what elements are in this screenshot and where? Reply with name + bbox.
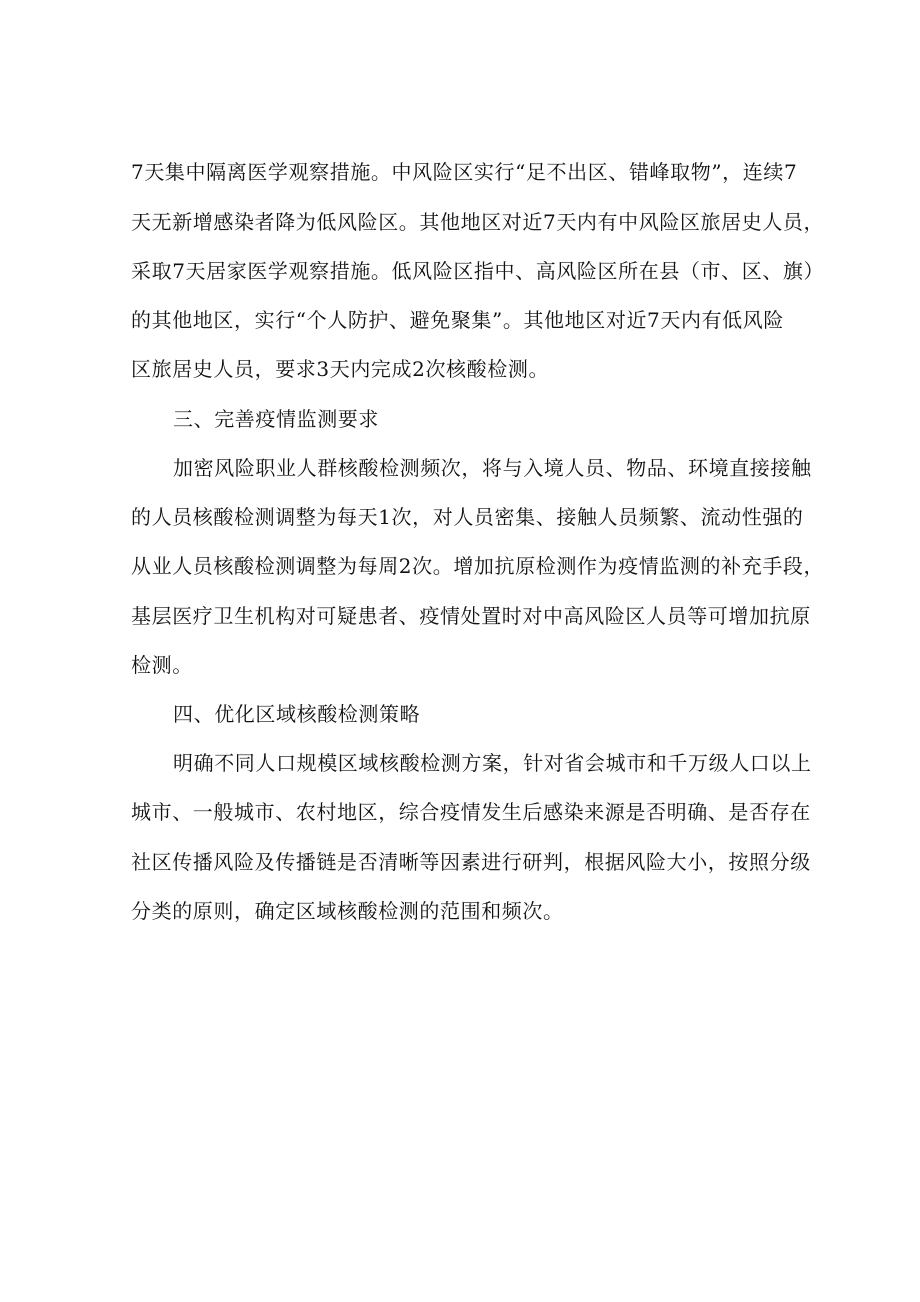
paragraph-1-line-1: 7天集中隔离医学观察措施。中风险区实行“足不出区、错峰取物”，连续7 <box>131 160 798 184</box>
paragraph-2-line-2: 的人员核酸检测调整为每天1次，对人员密集、接触人员频繁、流动性强的 <box>131 505 804 529</box>
paragraph-2-line-5: 检测。 <box>131 653 193 677</box>
paragraph-3-line-2: 城市、一般城市、农村地区，综合疫情发生后感染来源是否明确、是否存在 <box>131 800 811 824</box>
section-heading-3: 三、完善疫情监测要求 <box>173 407 379 431</box>
paragraph-1-line-3: 采取7天居家医学观察措施。低风险区指中、高风险区所在县（市、区、旗） <box>131 259 825 283</box>
paragraph-1-line-4: 的其他地区，实行“个人防护、避免聚集”。其他地区对近7天内有低风险 <box>131 308 784 332</box>
paragraph-3-line-3: 社区传播风险及传播链是否清晰等因素进行研判，根据风险大小，按照分级 <box>131 850 811 874</box>
section-heading-4: 四、优化区域核酸检测策略 <box>173 702 421 726</box>
paragraph-3-line-4: 分类的原则，确定区域核酸检测的范围和频次。 <box>131 899 564 923</box>
paragraph-2-line-3: 从业人员核酸检测调整为每周2次。增加抗原检测作为疫情监测的补充手段， <box>131 554 825 578</box>
paragraph-1-line-5: 区旅居史人员，要求3天内完成2次核酸检测。 <box>131 357 550 381</box>
paragraph-2-line-4: 基层医疗卫生机构对可疑患者、疫情处置时对中高风险区人员等可增加抗原 <box>131 604 811 628</box>
paragraph-3-line-1: 明确不同人口规模区域核酸检测方案，针对省会城市和千万级人口以上 <box>173 751 812 775</box>
paragraph-1-line-2: 天无新增感染者降为低风险区。其他地区对近7天内有中风险区旅居史人员， <box>131 210 825 234</box>
paragraph-2-line-1: 加密风险职业人群核酸检测频次，将与入境人员、物品、环境直接接触 <box>173 456 812 480</box>
